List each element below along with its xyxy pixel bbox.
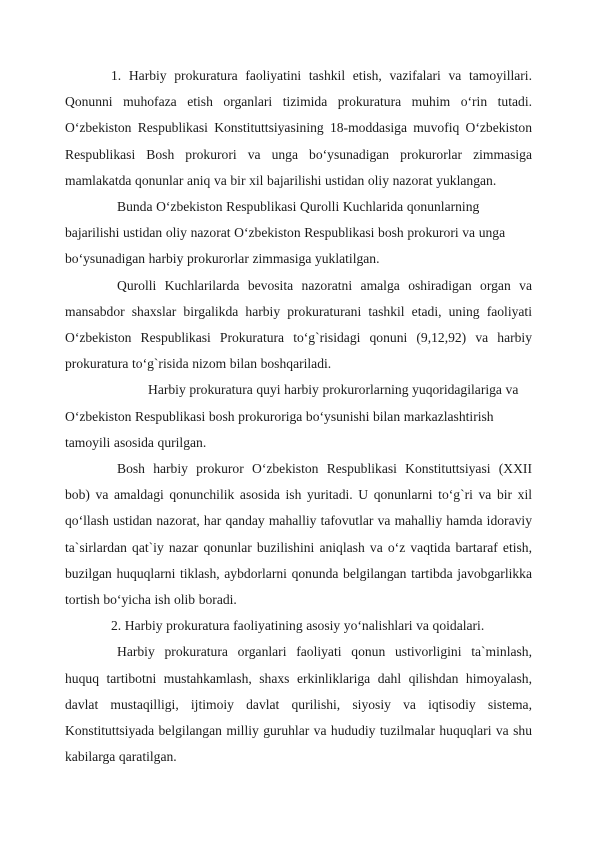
document-body [65, 63, 532, 770]
paragraph-chief-military-prosecutor: Bosh harbiy prokuror O‘zbekiston Respublikasi Konstituttsiyasi (XXII bob) va amaldagi qonunchilik asosida ish yuritadi. U qonunlarni to‘g`ri va bir xil qo‘llash ustidan nazorat, har qanday mahalliy tafovutlar va mahalliy hamda idoraviy ta`sirlardan qat`iy nazar qonunlar buzilishini aniqlash va o‘z vaqtida bartaraf etish, buzilgan huquqlarni tiklash, aybdorlarni qonunda belgilangan tartibda javobgarlikka tortish bo‘yicha ish olib boradi. [65, 461, 532, 608]
paragraph-section-1-heading: 1. Harbiy prokuratura faoliyatini tashkil etish, vazifalari va tamoyillari. Qonunni muhofaza etish organlari tizimida prokuratura muhim o‘rin tutadi. O‘zbekiston Respublikasi Konstituttsiyasining 18-moddasiga muvofiq O‘zbekiston Respublikasi Bosh prokurori va unga bo‘ysunadigan prokurorlar zimmasiga mamlakatda qonunlar aniq va bir xil bajarilishi ustidan oliy nazorat yuklangan. [65, 68, 532, 188]
paragraph-section-2-heading: 2. Harbiy prokuratura faoliyatining asosiy yo‘nalishlari va qoidalari. [111, 618, 485, 634]
paragraph-military-oversight: Bunda O‘zbekiston Respublikasi Qurolli Kuchlarida qonunlarning bajarilishi ustidan oliy nazorat O‘zbekiston Respublikasi bosh prokurori va unga bo‘ysunadigan harbiy prokurorlar zimmasiga yuklatilgan. [65, 199, 506, 267]
paragraph-military-prosecution-structure: Qurolli Kuchlarilarda bevosita nazoratni amalga oshiradigan organ va mansabdor shaxslar birgalikda harbiy prokuraturani tashkil etadi, uning faoliyati O‘zbekiston Respublikasi Prokuratura to‘g`risidagi qonuni (9,12,92) va harbiy prokuratura to‘g`risida nizom bilan boshqariladi. [65, 277, 532, 372]
paragraph-centralization-principle: Harbiy prokuratura quyi harbiy prokurorlarning yuqoridagilariga va O‘zbekiston Respublikasi bosh prokuroriga bo‘ysunishi bilan markazlashtirish tamoyili asosida qurilgan. [65, 382, 519, 450]
paragraph-activity-directions: Harbiy prokuratura organlari faoliyati qonun ustivorligini ta`minlash, huquq tartibotni mustahkamlash, shaxs erkinliklariga dahl qilishdan himoyalash, davlat mustaqilligi, ijtimoiy davlat qurilishi, siyosiy va iqtisodiy sistema, Konstituttsiyada belgilangan milliy guruhlar va hududiy tuzilmalar huquqlari va shu kabilarga qaratilgan. [65, 644, 532, 765]
